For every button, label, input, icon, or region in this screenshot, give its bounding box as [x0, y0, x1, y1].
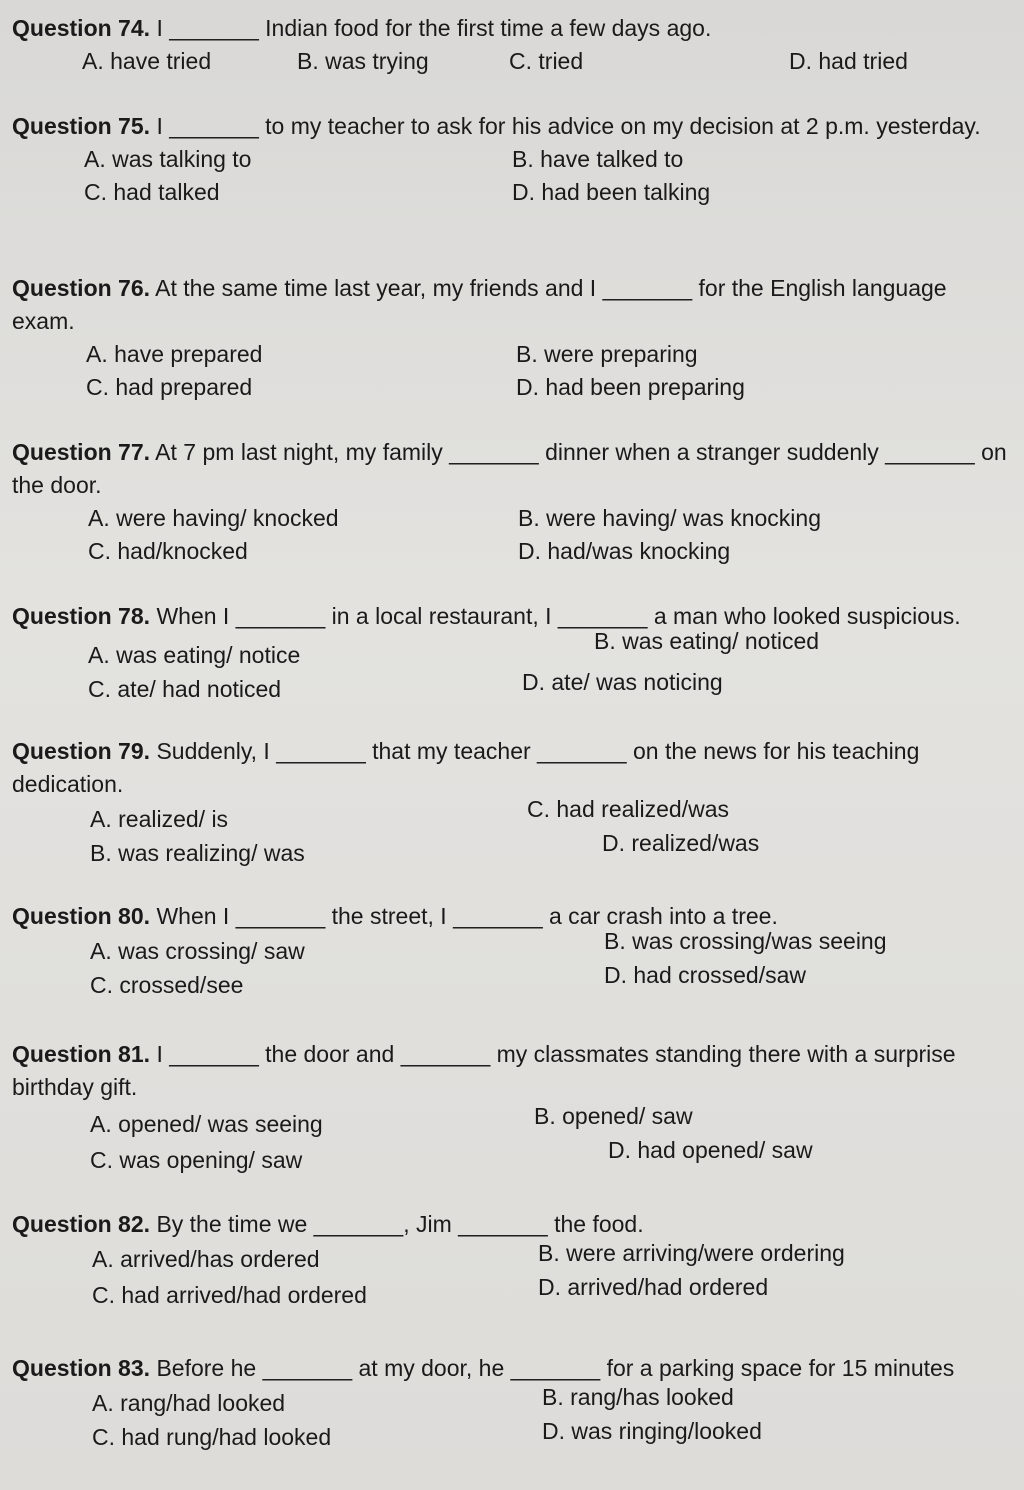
question-stem: By the time we _______, Jim _______ the food.	[156, 1211, 644, 1237]
option-a[interactable]: A. rang/had looked	[92, 1390, 286, 1416]
option-a[interactable]: A. was eating/ notice	[88, 642, 301, 668]
options	[12, 45, 1012, 81]
question-76	[12, 272, 1012, 404]
option-d[interactable]: D. ate/ was noticing	[522, 669, 723, 695]
option-d[interactable]: D. realized/was	[602, 830, 760, 856]
question-number: Question 74.	[12, 15, 151, 41]
option-a[interactable]: A. realized/ is	[90, 806, 229, 832]
question-stem: Before he _______ at my door, he _______ for a parking space for 15 minutes	[156, 1355, 955, 1381]
question-83	[12, 1352, 1022, 1451]
question-number: Question 75.	[12, 113, 151, 139]
option-c[interactable]: C. had arrived/had ordered	[92, 1282, 367, 1308]
question-78	[12, 600, 1012, 702]
option-a[interactable]: A. arrived/has ordered	[92, 1246, 320, 1272]
question-77	[12, 436, 1012, 568]
options	[12, 628, 1012, 702]
question-75	[12, 110, 1012, 209]
question-number: Question 77.	[12, 439, 151, 465]
option-a[interactable]: A. was crossing/ saw	[90, 938, 305, 964]
option-b[interactable]: B. were arriving/were ordering	[538, 1240, 845, 1266]
question-79	[12, 735, 1012, 867]
question-stem: I _______ to my teacher to ask for his advice on my decision at 2 p.m. yesterday.	[156, 113, 981, 139]
question-stem: Suddenly, I _______ that my teacher _______ on the news for his teaching dedication.	[12, 738, 920, 797]
option-a[interactable]: A. was talking to	[84, 146, 252, 172]
question-82	[12, 1208, 1012, 1307]
options	[12, 338, 1012, 404]
option-c[interactable]: C. had realized/was	[527, 796, 729, 822]
question-stem: At 7 pm last night, my family _______ dinner when a stranger suddenly _______ on the door.	[12, 439, 1007, 498]
option-c[interactable]: C. had talked	[84, 179, 220, 205]
option-c[interactable]: C. had prepared	[86, 374, 253, 400]
options	[12, 928, 1012, 999]
option-c[interactable]: C. tried	[509, 48, 584, 74]
options	[12, 502, 1012, 568]
option-b[interactable]: B. rang/has looked	[542, 1384, 734, 1410]
question-stem: I _______ the door and _______ my classmates standing there with a surprise birthday gift.	[12, 1041, 956, 1100]
option-b[interactable]: B. were having/ was knocking	[518, 505, 821, 531]
option-d[interactable]: D. had been talking	[512, 179, 711, 205]
question-stem: I _______ Indian food for the first time a few days ago.	[156, 15, 712, 41]
question-80	[12, 900, 1012, 999]
option-b[interactable]: B. was eating/ noticed	[594, 628, 820, 654]
option-c[interactable]: C. had rung/had looked	[92, 1424, 332, 1450]
question-81	[12, 1038, 1012, 1173]
question-number: Question 76.	[12, 275, 151, 301]
options	[12, 1241, 1012, 1307]
question-number: Question 83.	[12, 1355, 151, 1381]
options	[12, 1103, 1012, 1173]
option-a[interactable]: A. have tried	[82, 48, 212, 74]
options	[12, 796, 1012, 867]
option-a[interactable]: A. have prepared	[86, 341, 263, 367]
question-number: Question 81.	[12, 1041, 151, 1067]
question-stem: When I _______ the street, I _______ a car crash into a tree.	[156, 903, 778, 929]
option-d[interactable]: D. had tried	[789, 48, 908, 74]
question-number: Question 82.	[12, 1211, 151, 1237]
question-stem: At the same time last year, my friends and I _______ for the English language exam.	[12, 275, 947, 334]
option-b[interactable]: B. have talked to	[512, 146, 684, 172]
options	[12, 143, 1012, 209]
option-b[interactable]: B. was trying	[297, 48, 429, 74]
question-number: Question 79.	[12, 738, 151, 764]
option-d[interactable]: D. had/was knocking	[518, 538, 731, 564]
option-b[interactable]: B. were preparing	[516, 341, 698, 367]
option-d[interactable]: D. was ringing/looked	[542, 1418, 762, 1444]
option-b[interactable]: B. was crossing/was seeing	[604, 928, 887, 954]
option-d[interactable]: D. had crossed/saw	[604, 962, 806, 988]
question-number: Question 78.	[12, 603, 151, 629]
option-d[interactable]: D. arrived/had ordered	[538, 1274, 769, 1300]
question-stem: When I _______ in a local restaurant, I _______ a man who looked suspicious.	[156, 603, 961, 629]
option-c[interactable]: C. had/knocked	[88, 538, 248, 564]
option-c[interactable]: C. was opening/ saw	[90, 1147, 303, 1173]
options	[12, 1385, 1022, 1451]
option-a[interactable]: A. were having/ knocked	[88, 505, 339, 531]
question-number: Question 80.	[12, 903, 151, 929]
option-d[interactable]: D. had been preparing	[516, 374, 745, 400]
option-c[interactable]: C. crossed/see	[90, 972, 244, 998]
option-b[interactable]: B. opened/ saw	[534, 1103, 693, 1129]
option-c[interactable]: C. ate/ had noticed	[88, 676, 282, 702]
option-d[interactable]: D. had opened/ saw	[608, 1137, 813, 1163]
option-b[interactable]: B. was realizing/ was	[90, 840, 305, 866]
option-a[interactable]: A. opened/ was seeing	[90, 1111, 323, 1137]
question-74	[12, 12, 1012, 81]
